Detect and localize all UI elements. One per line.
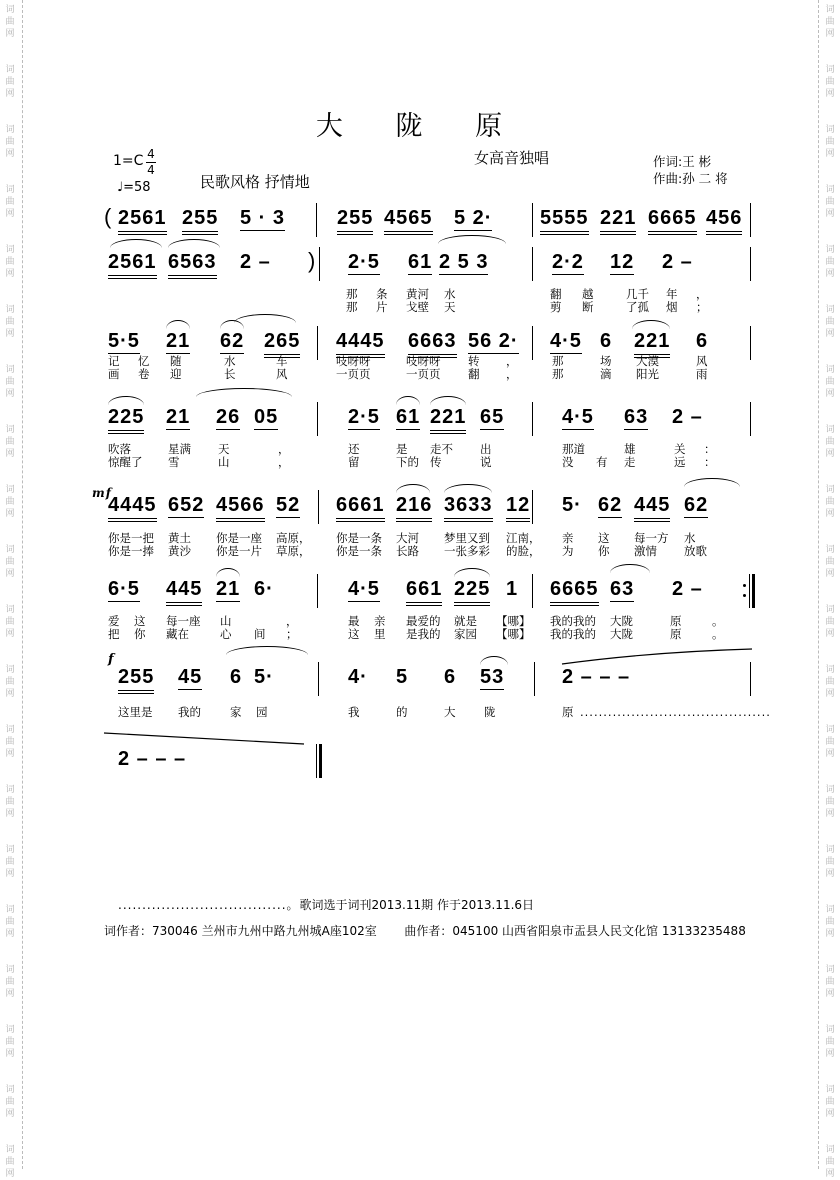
lyric: 为 [562, 544, 574, 558]
lyric: 出 [480, 442, 492, 456]
lyric: ， [506, 354, 518, 368]
lyric: 是 [396, 442, 408, 456]
lyric: 画 [108, 367, 120, 381]
lyric: 黄土 [168, 531, 191, 545]
note-group: 2 – [672, 578, 703, 600]
note-group: 221 [634, 330, 670, 358]
lyric: 吹落 [108, 442, 131, 456]
watermark-text: 词 曲 网 [5, 5, 15, 39]
lyric: ： [704, 455, 716, 469]
note-group: 4·5 [348, 578, 380, 600]
note-group: 05 [254, 406, 279, 428]
lyric: 水 [444, 287, 456, 301]
tie-curve [562, 649, 752, 664]
note-group: 221 [600, 207, 636, 235]
key-signature: 1=C [113, 153, 144, 169]
watermark-text: 词 曲 网 [5, 665, 15, 699]
lyric: 雄 [624, 442, 636, 456]
note-group: 26 [216, 406, 241, 428]
lyric: 大 [444, 705, 456, 719]
lyricist-address: 词作者：730046 兰州市九州中路九州城A座102室 [104, 924, 377, 938]
note-group: 5·5 [108, 330, 140, 352]
note-group: 52 [276, 494, 301, 516]
lyric: 每一座 [166, 614, 201, 628]
lyric: 天 [218, 442, 230, 456]
lyric: 片 [376, 300, 388, 314]
lyric: 我的我的 [550, 614, 596, 628]
lyric: 我 [348, 705, 360, 719]
lyric: 场 [600, 354, 612, 368]
watermark-text: 词 曲 网 [5, 785, 15, 819]
lyric: 原 [670, 614, 682, 628]
lyric: 大河 [396, 531, 419, 545]
note-group: 21 [166, 330, 191, 352]
note-group: 265 [264, 330, 300, 358]
lyric: ， [696, 287, 708, 301]
watermark-text: 词 曲 网 [825, 905, 835, 939]
time-signature-top: 4 [147, 147, 155, 161]
lyric: 雪 [168, 455, 180, 469]
lyric: 你是一把 [108, 531, 154, 545]
dynamic-mark: f [108, 652, 115, 667]
note-group: 5 · 3 [240, 207, 286, 229]
lyric: 的脸， [506, 544, 541, 558]
lyric: 下的 [396, 455, 419, 469]
watermark-text: 词 曲 网 [5, 845, 15, 879]
note-group: 4445 [336, 330, 385, 358]
watermark-text: 词 曲 网 [5, 185, 15, 219]
note-group: 5555 [540, 207, 589, 235]
lyric: ， [278, 442, 290, 456]
lyric: 星满 [168, 442, 191, 456]
note-group: 63 [610, 578, 635, 600]
lyric: 翻 [550, 287, 562, 301]
lyric: 你是一条 [336, 531, 382, 545]
lyric: 间 [254, 627, 266, 641]
lyric: 你是一片 [216, 544, 262, 558]
note-group: 5· [562, 494, 582, 516]
watermark-text: 词 曲 网 [825, 665, 835, 699]
note-group: 4565 [384, 207, 433, 235]
lyric: 有 [596, 455, 608, 469]
lyric: 我的 [178, 705, 201, 719]
lyric: 一页页 [406, 367, 441, 381]
note-group: 221 [430, 406, 466, 434]
watermark-text: 词 曲 网 [825, 245, 835, 279]
lyric: 原 [562, 705, 574, 719]
lyric: 戈壁 [406, 300, 429, 314]
watermark-text: 词 曲 网 [5, 1025, 15, 1059]
note-group: 4566 [216, 494, 265, 522]
note-group: 2561 [118, 207, 167, 235]
lyric: 滴 [600, 367, 612, 381]
note-group: 6563 [168, 251, 217, 279]
note-group: 225 [454, 578, 490, 606]
time-signature-bottom: 4 [147, 163, 155, 177]
lyric: 还 [348, 442, 360, 456]
style-mark: 民歌风格 抒情地 [200, 173, 310, 191]
lyric: 吱呀呀 [406, 354, 441, 368]
lyric: 一张多彩 [444, 544, 490, 558]
lyric: 吱呀呀 [336, 354, 371, 368]
composer-address: 曲作者：045100 山西省阳泉市盂县人民文化馆 13133235488 [404, 924, 746, 938]
watermark-text: 词 曲 网 [5, 485, 15, 519]
watermark-text: 词 曲 网 [5, 965, 15, 999]
watermark-text: 词 曲 网 [825, 305, 835, 339]
lyric: 几千 [626, 287, 649, 301]
note-group: 5 2· [454, 207, 493, 229]
note-group: 652 [168, 494, 205, 516]
lyric: 你是一座 [216, 531, 262, 545]
note-group: 6 [696, 330, 709, 352]
watermark-text: 词 曲 网 [825, 125, 835, 159]
lyric: 【哪】 [496, 614, 531, 628]
lyric: 记 [108, 354, 120, 368]
lyric: 山 [220, 614, 232, 628]
note-group: 2·5 [348, 406, 380, 428]
lyric: 长路 [396, 544, 419, 558]
lyric: ， [286, 614, 298, 628]
lyric: 你 [134, 627, 146, 641]
lyric: 家 [230, 705, 242, 719]
note-group: 2 – [240, 251, 271, 273]
note-group: 2·2 [552, 251, 584, 273]
close-paren: ) [308, 248, 317, 273]
lyric: 你 [598, 544, 610, 558]
watermark-text: 词 曲 网 [5, 1145, 15, 1179]
lyric: ； [286, 627, 298, 641]
watermark-text: 词 曲 网 [5, 365, 15, 399]
note-group: 2·5 [348, 251, 380, 273]
lyric: 断 [582, 300, 594, 314]
note-group: 445 [166, 578, 202, 606]
watermark-text: 词 曲 网 [825, 65, 835, 99]
watermark-text: 词 曲 网 [5, 305, 15, 339]
note-group: 6665 [550, 578, 599, 606]
lyric: 亲 [374, 614, 386, 628]
lyric: 走 [624, 455, 636, 469]
lyric: 那 [552, 367, 564, 381]
note-group: 63 [624, 406, 649, 428]
note-group: 53 [480, 666, 505, 688]
note-group: 5 [396, 666, 409, 688]
lyric: 水 [684, 531, 696, 545]
lyric: 车 [276, 354, 288, 368]
lyric: 没 [562, 455, 574, 469]
watermark-text: 词 曲 网 [5, 125, 15, 159]
watermark-text: 词 曲 网 [825, 785, 835, 819]
lyric: 随 [170, 354, 182, 368]
watermark-text: 词 曲 网 [5, 545, 15, 579]
note-group: 61 [396, 406, 421, 428]
lyric: 山 [218, 455, 230, 469]
lyric: 这里是 [118, 705, 153, 719]
note-group: 62 [220, 330, 245, 352]
lyric: 年 [666, 287, 678, 301]
lyric: 园 [256, 705, 268, 719]
note-group: 45 [178, 666, 203, 688]
watermark-text: 词 曲 网 [825, 1025, 835, 1059]
lyric: ， [506, 367, 518, 381]
watermark-text: 词 曲 网 [825, 965, 835, 999]
lyric: 的 [396, 705, 408, 719]
lyric: 放歌 [684, 544, 707, 558]
note-group: 255 [118, 666, 154, 694]
lyric: 你是一条 [336, 544, 382, 558]
note-group: 2 – – – [118, 748, 187, 770]
watermark-text: 词 曲 网 [825, 185, 835, 219]
watermark-text: 词 曲 网 [825, 365, 835, 399]
lyric: 那 [346, 300, 358, 314]
watermark-text: 词 曲 网 [5, 725, 15, 759]
lyric: 最爱的 [406, 614, 441, 628]
watermark-text: 词 曲 网 [825, 1145, 835, 1179]
note-group: 6 [230, 666, 243, 688]
note-group: 6· [254, 578, 274, 600]
lyric: 【哪】 [496, 627, 531, 641]
lyric: ： [704, 442, 716, 456]
note-group: 62 [598, 494, 623, 516]
lyric: 惊醒了 [108, 455, 143, 469]
watermark-text: 词 曲 网 [5, 905, 15, 939]
lyric: 激情 [634, 544, 657, 558]
lyric: 心 [220, 627, 232, 641]
lyric: 黄河 [406, 287, 429, 301]
lyric: 家园 [454, 627, 477, 641]
lyric: 就是 [454, 614, 477, 628]
source-note [118, 896, 534, 913]
lyric: ； [696, 300, 708, 314]
lyric: 走不 [430, 442, 453, 456]
watermark-text: 词 曲 网 [5, 425, 15, 459]
note-group: 456 [706, 207, 742, 235]
note-group: 1 [506, 578, 519, 600]
open-paren: ( [104, 204, 113, 229]
lyric: 烟 [666, 300, 678, 314]
note-group: 12 [506, 494, 530, 522]
composer-credit: 作曲:孙 二 将 [653, 171, 728, 186]
watermark-text: 词 曲 网 [825, 5, 835, 39]
note-group: 2561 [108, 251, 157, 279]
lyric: 卷 [138, 367, 150, 381]
lyric: 每一方 [634, 531, 669, 545]
note-group: 225 [108, 406, 144, 434]
lyric: 这 [598, 531, 610, 545]
note-group: 5· [254, 666, 274, 688]
lyric: 那 [346, 287, 358, 301]
note-group: 4·5 [550, 330, 582, 352]
note-group: 2 5 3 [439, 251, 489, 273]
lyric: 风 [276, 367, 288, 381]
note-group: 255 [182, 207, 218, 235]
watermark-text: 词 曲 网 [825, 485, 835, 519]
lyric: 剪 [550, 300, 562, 314]
lyric: 大陇 [610, 627, 633, 641]
lyric: 你是一捧 [108, 544, 154, 558]
watermark-text: 词 曲 网 [825, 1085, 835, 1119]
lyric: 这 [134, 614, 146, 628]
lyric: 我的我的 [550, 627, 596, 641]
lyric: 天 [444, 300, 456, 314]
watermark-text: 词 曲 网 [825, 545, 835, 579]
lyric: 最 [348, 614, 360, 628]
lyric: 大漠 [636, 354, 659, 368]
note-group: 2 – [672, 406, 703, 428]
lyric: 忆 [138, 354, 150, 368]
song-title: 大 陇 原 [315, 111, 525, 142]
note-group: 61 [408, 251, 433, 273]
lyric: 把 [108, 627, 120, 641]
lyric: 一页页 [336, 367, 371, 381]
watermark-text: 词 曲 网 [5, 65, 15, 99]
lyric: 条 [376, 287, 388, 301]
note-group: 56 2· [468, 330, 519, 352]
watermark-text: 词 曲 网 [5, 1085, 15, 1119]
note-group: 2 – [662, 251, 693, 273]
lyric: 大陇 [610, 614, 633, 628]
dotted-leader: ...................................。 [118, 898, 300, 912]
note-group: 4·5 [562, 406, 594, 428]
note-group: 2 – – – [562, 666, 631, 688]
lyric: 长 [224, 367, 236, 381]
lyric: 亲 [562, 531, 574, 545]
note-group: 21 [216, 578, 241, 600]
note-group: 6 [600, 330, 613, 352]
lyric: 留 [348, 455, 360, 469]
watermark-text: 词 曲 网 [825, 605, 835, 639]
note-group: 6 [444, 666, 457, 688]
watermark-text: 词 曲 网 [825, 845, 835, 879]
note-group: 255 [337, 207, 373, 235]
lyric: 陇 [484, 705, 496, 719]
note-group: 216 [396, 494, 432, 522]
dynamic-mark: mf [92, 486, 112, 500]
lyric: 翻 [468, 367, 480, 381]
note-group: 6663 [408, 330, 457, 358]
lyric: 草原， [276, 544, 311, 558]
tempo-mark: ♩=58 [117, 180, 151, 195]
note-group: 4445 [108, 494, 157, 522]
note-group: 21 [166, 406, 191, 428]
lyric: 原 [670, 627, 682, 641]
lyric: 是我的 [406, 627, 441, 641]
lyric: 。 [712, 614, 724, 628]
note-group: 62 [684, 494, 709, 516]
lyricist-credit: 作词:王 彬 [653, 154, 712, 169]
lyric: 那 [552, 354, 564, 368]
lyric: 了孤 [626, 300, 649, 314]
lyric: 高原， [276, 531, 311, 545]
note-group: 12 [610, 251, 635, 273]
lyric: 藏在 [166, 627, 189, 641]
voice-type: 女高音独唱 [474, 149, 550, 167]
lyric: 水 [224, 354, 236, 368]
watermark-text: 词 曲 网 [825, 425, 835, 459]
lyric: 江南， [506, 531, 541, 545]
watermark-text: 词 曲 网 [5, 245, 15, 279]
lyric: 关 [674, 442, 686, 456]
watermark-text: 词 曲 网 [825, 725, 835, 759]
lyric: 风 [696, 354, 708, 368]
note-group: 4· [348, 666, 368, 688]
lyric: 阳光 [636, 367, 659, 381]
note-group: 65 [480, 406, 505, 428]
lyric: 。 [712, 627, 724, 641]
lyric: 越 [582, 287, 594, 301]
lyric: 转 [468, 354, 480, 368]
dotted-leader: ......................................... [580, 705, 771, 719]
lyric: 爱 [108, 614, 120, 628]
source-text: 歌词选于词刊2013.11期 作于2013.11.6日 [299, 898, 535, 912]
lyric: 雨 [696, 367, 708, 381]
lyric: 迎 [170, 367, 182, 381]
lyric: ， [278, 455, 290, 469]
tie-curve [104, 733, 304, 744]
address-line [104, 922, 746, 939]
lyric: 传 [430, 455, 442, 469]
lyric: 远 [674, 455, 686, 469]
note-group: 6661 [336, 494, 385, 522]
watermark-text: 词 曲 网 [5, 605, 15, 639]
lyric: 那道 [562, 442, 585, 456]
note-group: 6·5 [108, 578, 140, 600]
lyric: 黄沙 [168, 544, 191, 558]
note-group: 661 [406, 578, 442, 606]
lyric: 这 [348, 627, 360, 641]
note-group: 3633 [444, 494, 493, 522]
lyric: 里 [374, 627, 386, 641]
lyric: 梦里又到 [444, 531, 490, 545]
lyric: 说 [480, 455, 492, 469]
note-group: 6665 [648, 207, 697, 235]
note-group: 445 [634, 494, 670, 522]
